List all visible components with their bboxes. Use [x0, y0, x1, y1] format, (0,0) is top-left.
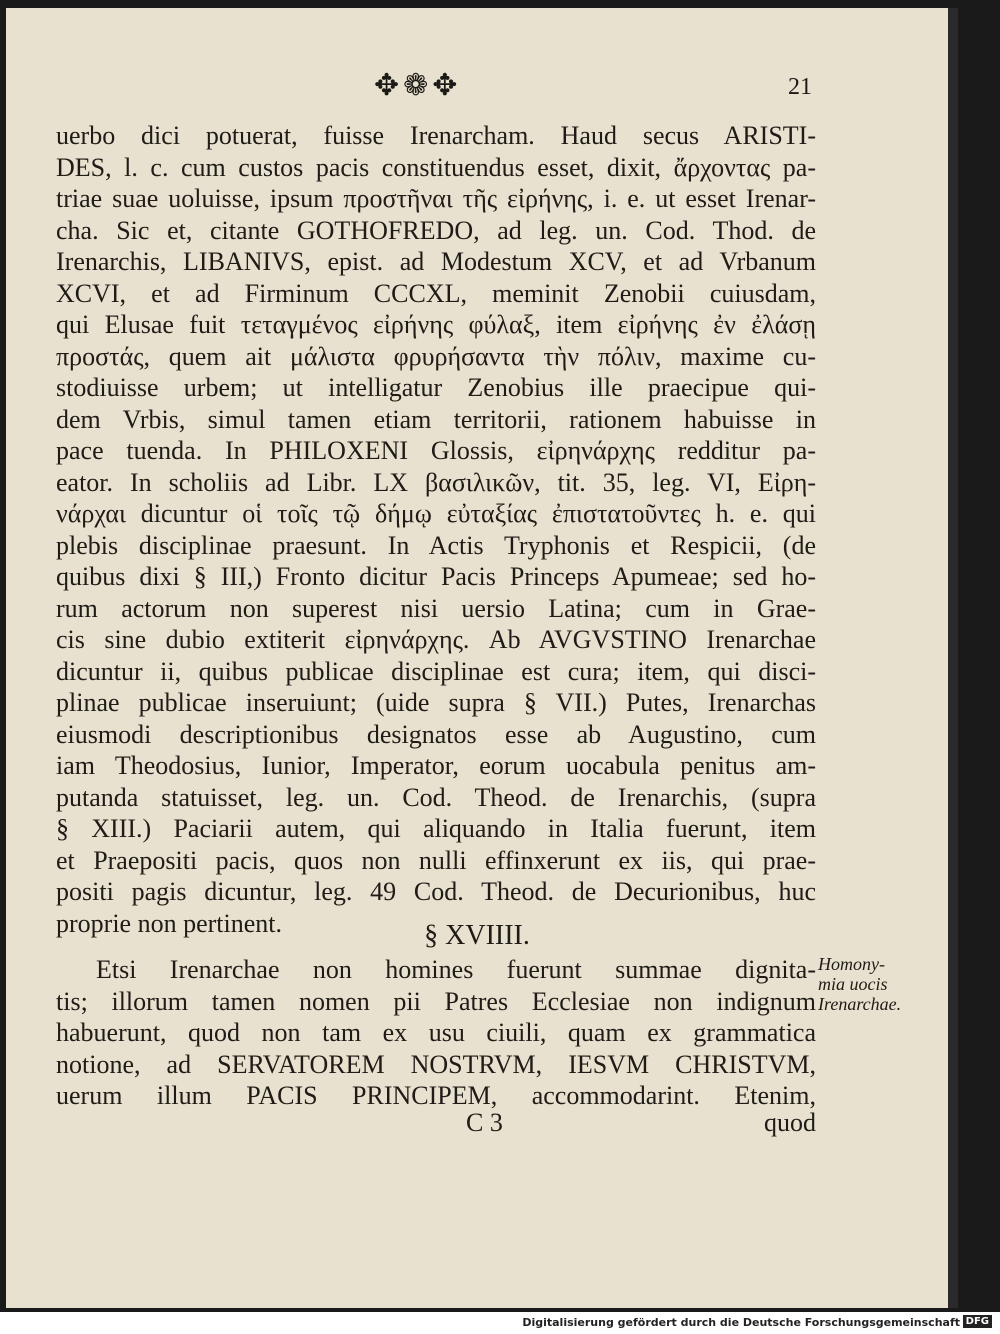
text-line: XCVI, et ad Firminum CCCXL, meminit Zenobii cuiusdam, — [56, 278, 816, 308]
text-line: Etsi Irenarchae non homines fuerunt summae dignita- — [96, 955, 816, 984]
text-line: νάρχαι dicuntur οἱ τοῖς τῷ δήμῳ εὐταξίας ἐπιστατοῦντες h. e. qui — [56, 499, 816, 528]
text-line: habuerunt, quod non tam ex usu ciuili, quam ex grammatica — [56, 1018, 816, 1047]
text-line: cis sine dubio extiterit εἰρηνάρχης. Ab AVGVSTINO Irenarchae — [56, 625, 816, 654]
text-line: plinae publicae inseruiunt; (uide supra § VII.) Putes, Irenarchas — [56, 688, 816, 717]
signature-mark: C 3 — [466, 1108, 503, 1137]
book-page — [6, 8, 949, 1308]
page-edge — [948, 8, 958, 1308]
text-line: eiusmodi descriptionibus designatos esse ab Augustino, cum — [56, 719, 816, 749]
text-line: pace tuenda. In PHILOXENI Glossis, εἰρηνάρχης redditur pa- — [56, 436, 816, 465]
text-line: quibus dixi § III,) Fronto dicitur Pacis Princeps Apumeae; sed ho- — [56, 562, 816, 591]
text-line: rum actorum non superest nisi uersio Latina; cum in Grae- — [56, 593, 816, 623]
dfg-logo-icon: DFG — [963, 1315, 992, 1328]
text-line: qui Elusae fuit τεταγμένος εἰρήνης φύλαξ, item εἰρήνης ἐν ἐλάσῃ — [56, 310, 816, 339]
margin-note-line: mia uocis — [818, 974, 888, 994]
running-head — [6, 66, 948, 108]
text-line: proprie non pertinent. — [56, 908, 282, 938]
text-line: et Praepositi pacis, quos non nulli effinxerunt ex iis, qui prae- — [56, 845, 816, 875]
text-line: dem Vrbis, simul tamen etiam territorii, rationem habuisse in — [56, 404, 816, 434]
text-line: προστάς, quem ait μάλιστα φρυρήσαντα τὴν πόλιν, maxime cu- — [56, 341, 816, 371]
text-line: tis; illorum tamen nomen pii Patres Ecclesiae non indignum — [56, 986, 816, 1016]
footer-bar — [0, 1312, 1000, 1334]
page-foot — [56, 1108, 816, 1142]
section-heading: § XVIIII. — [424, 920, 530, 951]
paragraph-1 — [56, 120, 816, 939]
text-line: uerbo dici potuerat, fuisse Irenarcham. Haud secus ARISTI- — [56, 121, 816, 150]
text-line: eator. In scholiis ad Libr. LX βασιλικῶν, tit. 35, leg. VI, Εἰρη- — [56, 467, 816, 497]
paragraph-2 — [56, 954, 816, 1112]
margin-note — [818, 954, 943, 1014]
text-line: cha. Sic et, citante GOTHOFREDO, ad leg. un. Cod. Thod. de — [56, 215, 816, 245]
text-line: stodiuisse urbem; ut intelligatur Zenobius ille praecipue qui- — [56, 373, 816, 402]
margin-note-line: Homony- — [818, 954, 885, 974]
text-line: DES, l. c. cum custos pacis constituendus esset, dixit, ἄρχοντας pa- — [56, 152, 816, 182]
funding-credit: Digitalisierung gefördert durch die Deutsche Forschungsgemeinschaft — [522, 1316, 960, 1329]
text-line: dicuntur ii, quibus publicae disciplinae est cura; item, qui disci- — [56, 656, 816, 686]
text-line: triae suae uoluisse, ipsum προστῆναι τῆς εἰρήνης, i. e. ut esset Irenar- — [56, 184, 816, 213]
text-line: iam Theodosius, Iunior, Imperator, eorum uocabula penitus am- — [56, 751, 816, 780]
text-line: putanda statuisset, leg. un. Cod. Theod. de Irenarchis, (supra — [56, 782, 816, 812]
text-line: notione, ad SERVATOREM NOSTRVM, IESVM CHRISTVM, — [56, 1049, 816, 1079]
text-line: plebis disciplinae praesunt. In Actis Tryphonis et Respicii, (de — [56, 530, 816, 560]
margin-note-line: Irenarchae. — [818, 994, 902, 1014]
text-line: positi pagis dicuntur, leg. 49 Cod. Theod. de Decurionibus, huc — [56, 877, 816, 906]
text-line: § XIII.) Paciarii autem, qui aliquando in Italia fuerunt, item — [56, 814, 816, 843]
text-line: uerum illum PACIS PRINCIPEM, accommodarint. Etenim, — [56, 1081, 816, 1110]
page-number: 21 — [788, 74, 812, 100]
ornament-icon: ✥❁✥ — [374, 68, 462, 103]
catchword: quod — [764, 1108, 816, 1137]
text-line: Irenarchis, LIBANIVS, epist. ad Modestum XCV, et ad Vrbanum — [56, 247, 816, 276]
